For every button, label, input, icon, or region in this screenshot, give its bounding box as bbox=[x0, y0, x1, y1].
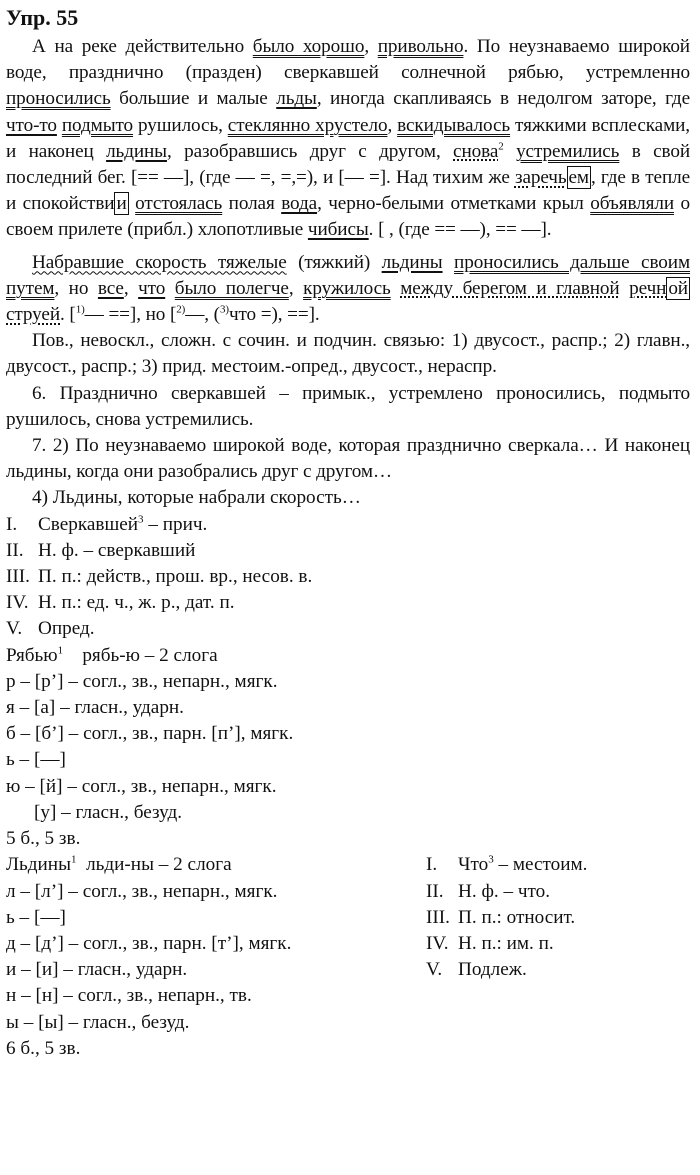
sentence-characteristic: Пов., невоскл., сложн. с сочин. и подчин. связью: 1) двусост., распр.; 2) главн., двусост., распр.; 3) прид. местоим.-опред., двусост., нераспр. bbox=[6, 330, 690, 378]
text-run: о своем прилете (прибл.) хлопотливые bbox=[6, 193, 691, 241]
text-run: рушилось, bbox=[133, 114, 228, 136]
roman-numeral: IV. bbox=[426, 932, 449, 954]
phonetic-text: [у] – гласн., безуд. bbox=[34, 801, 183, 823]
text-run: , иногда скапливаясь в недолгом заторе, где bbox=[316, 88, 690, 110]
phonetic-line bbox=[6, 1010, 426, 1036]
phonetic-text: 5 б., 5 зв. bbox=[6, 828, 81, 850]
footnote-mark: 3) bbox=[219, 303, 229, 316]
phonetic-text: н – [н] – согл., зв., непарн., тв. bbox=[6, 985, 252, 1007]
phonetic-text: л – [л’] – согл., зв., непарн., мягк. bbox=[6, 880, 278, 902]
phonetic-lines-2 bbox=[6, 879, 426, 1062]
morph-line bbox=[6, 512, 690, 538]
text-run: тяжкими всплесками, и наконец bbox=[6, 114, 691, 162]
text-run: . [ , (где == —), == —]. bbox=[368, 219, 552, 241]
phonetic-text: и – [и] – гласн., ударн. bbox=[6, 959, 188, 981]
roman-numeral: I. bbox=[6, 513, 18, 535]
predicate-word: стеклянно хрустело bbox=[227, 114, 388, 136]
phonetic-line bbox=[6, 800, 690, 826]
morph-text: Н. ф. – что. bbox=[458, 880, 551, 902]
text-run: , bbox=[387, 114, 398, 136]
morph-line bbox=[426, 905, 690, 931]
predicate-word: вскидывалось bbox=[397, 114, 511, 136]
text-run bbox=[620, 278, 630, 299]
morph-text: Н. ф. – сверкавший bbox=[38, 539, 196, 561]
text-paragraph-1 bbox=[6, 34, 690, 244]
predicate-word: кружилось bbox=[303, 277, 391, 299]
morph-text: – местоим. bbox=[493, 854, 588, 876]
morph-line bbox=[6, 538, 690, 564]
morph-line bbox=[426, 852, 690, 878]
subject-word: что bbox=[138, 277, 166, 299]
morph-text: – прич. bbox=[143, 513, 208, 535]
phonetic-line bbox=[6, 931, 426, 957]
phonetic-line bbox=[6, 957, 426, 983]
subject-word: все bbox=[97, 277, 124, 299]
morph-text: Опред. bbox=[38, 618, 95, 640]
phonetic-analysis-1 bbox=[6, 669, 690, 852]
roman-numeral: IV. bbox=[6, 592, 29, 614]
task-6-answer: 6. Празднично сверкавшей – примык., устремлено проносились, подмыто рушилось, снова устремились. bbox=[6, 382, 690, 430]
predicate-word: проносились дальше своим путем bbox=[6, 251, 690, 299]
text-run: , bbox=[288, 277, 304, 299]
predicate-word: устремились bbox=[516, 140, 620, 162]
roman-numeral: II. bbox=[6, 539, 24, 561]
adverbial-word: речн bbox=[629, 277, 667, 299]
roman-numeral: II. bbox=[426, 880, 444, 902]
text-run: . [ bbox=[60, 304, 76, 326]
phonetic-line bbox=[6, 826, 690, 852]
morph-line bbox=[6, 590, 690, 616]
morph-text: Что bbox=[458, 854, 489, 876]
adverbial-word: струей bbox=[6, 304, 61, 326]
subject-word: вода bbox=[281, 193, 318, 215]
phonetic-text: д – [д’] – согл., зв., парн. [т’], мягк. bbox=[6, 932, 292, 954]
ending-box: ой bbox=[668, 277, 688, 299]
text-run: что =), ==]. bbox=[228, 304, 320, 326]
morph-line bbox=[426, 879, 690, 905]
text-run: , черно-белыми отметками крыл bbox=[317, 193, 591, 215]
phonetic-text: я – [а] – гласн., ударн. bbox=[6, 697, 184, 719]
phonetic-text: ы – [ы] – гласн., безуд. bbox=[6, 1011, 190, 1033]
morph-text: П. п.: относит. bbox=[458, 906, 576, 928]
phonetic-line bbox=[6, 669, 690, 695]
text-run bbox=[391, 278, 401, 299]
phonetic-text: ю – [й] – согл., зв., непарн., мягк. bbox=[6, 775, 277, 797]
predicate-word: было полегче bbox=[174, 277, 289, 299]
phonetic-text: р – [р’] – согл., зв., непарн., мягк. bbox=[6, 670, 278, 692]
footnote-mark: 1 bbox=[57, 644, 64, 657]
phonetic-line bbox=[6, 747, 690, 773]
phonetic-text: 6 б., 5 зв. bbox=[6, 1037, 81, 1059]
roman-numeral: V. bbox=[6, 618, 23, 640]
morph-text: П. п.: действ., прош. вр., несов. в. bbox=[38, 566, 313, 588]
phonetic-line bbox=[6, 774, 690, 800]
text-run: , bbox=[123, 277, 139, 299]
phonetic-line bbox=[6, 721, 690, 747]
text-run: . По неузнаваемо широкой воде, празднично (празден) сверкавшей солнечной рябью, устремленно bbox=[6, 36, 690, 84]
subject-word: чибисы bbox=[307, 219, 369, 241]
phonetic-head-1 bbox=[6, 643, 690, 669]
morph-text: Сверкавшей bbox=[38, 513, 139, 535]
phonetic-line bbox=[6, 983, 426, 1009]
subject-word: льдины bbox=[381, 251, 443, 273]
phonetic-line bbox=[6, 905, 426, 931]
roman-numeral: V. bbox=[426, 959, 443, 981]
phonetic-head-2 bbox=[6, 852, 426, 878]
text-run: , где в тепле и спокойстви bbox=[6, 167, 691, 215]
text-run: А на реке действительно bbox=[32, 36, 253, 57]
text-run: , разобравшись друг с другом, bbox=[166, 140, 454, 162]
morph-analysis-2 bbox=[426, 852, 690, 1062]
word: Льдины bbox=[6, 854, 71, 876]
subject-word: льды bbox=[276, 88, 317, 110]
morph-analysis-1 bbox=[6, 512, 690, 643]
subject-word: льдины bbox=[106, 140, 167, 162]
predicate-word: подмыто bbox=[61, 114, 134, 136]
footnote-mark: 1 bbox=[70, 853, 77, 866]
roman-numeral: I. bbox=[426, 854, 438, 876]
text-run bbox=[504, 141, 516, 162]
syllable-split: рябь-ю – 2 слога bbox=[82, 644, 218, 666]
adverbial-word: заречь bbox=[514, 167, 567, 189]
morph-line bbox=[426, 957, 690, 983]
adverbial-word: снова bbox=[453, 140, 499, 162]
morph-text: Н. п.: ед. ч., ж. р., дат. п. bbox=[38, 592, 235, 614]
predicate-word: отстоялась bbox=[135, 193, 223, 215]
text-run: , bbox=[364, 36, 378, 57]
text-paragraph-2 bbox=[6, 250, 690, 329]
text-run: —, ( bbox=[185, 304, 220, 326]
text-run: большие и малые bbox=[110, 88, 277, 110]
footnote-mark: 1) bbox=[75, 303, 85, 316]
morph-text: Подлеж. bbox=[458, 959, 527, 981]
footnote-mark: 2) bbox=[176, 303, 186, 316]
text-run bbox=[443, 252, 454, 273]
text-run: — ==], но [ bbox=[84, 304, 177, 326]
morph-line bbox=[6, 564, 690, 590]
morph-text: Н. п.: им. п. bbox=[458, 932, 554, 954]
phonetic-text: ь – [—] bbox=[6, 749, 66, 771]
exercise-title: Упр. 55 bbox=[6, 5, 79, 30]
footnote-mark: 3 bbox=[488, 853, 494, 866]
phonetic-analysis-2 bbox=[6, 852, 426, 1062]
task-7-answer-4: 4) Льдины, которые набрали скорость… bbox=[32, 487, 361, 509]
analysis-columns bbox=[6, 852, 690, 1062]
ending-box: и bbox=[116, 193, 127, 215]
text-run: полая bbox=[222, 193, 282, 215]
text-run: , но bbox=[54, 277, 98, 299]
ending-box: ем bbox=[568, 167, 589, 189]
text-run bbox=[165, 278, 175, 299]
predicate-word: привольно bbox=[377, 36, 464, 57]
phonetic-line bbox=[6, 695, 690, 721]
predicate-word: было хорошо bbox=[252, 36, 365, 57]
word: Рябью bbox=[6, 644, 58, 666]
task-7-answer: 7. 2) По неузнаваемо широкой воде, которая празднично сверкала… И наконец льдины, когда они разобрались друг с другом… bbox=[6, 435, 690, 483]
text-run: в свой последний бег. [== —], (где — =, =,=), и [— =]. Над тихим же bbox=[6, 140, 690, 189]
roman-numeral: III. bbox=[426, 906, 450, 928]
phonetic-text: б – [б’] – согл., зв., парн. [п’], мягк. bbox=[6, 723, 294, 745]
predicate-word: проносились bbox=[6, 88, 111, 110]
text-run: (тяжкий) bbox=[286, 251, 382, 273]
phonetic-line bbox=[6, 1036, 426, 1062]
subject-word: что-то bbox=[6, 114, 57, 136]
syllable-split: льди-ны – 2 слога bbox=[86, 854, 232, 876]
predicate-word: объявляли bbox=[590, 193, 675, 215]
attribute-phrase: Набравшие скорость тяжелые bbox=[32, 251, 287, 273]
adverbial-word: между берегом и главной bbox=[400, 277, 620, 299]
morph-line bbox=[6, 616, 690, 642]
morph-line bbox=[426, 931, 690, 957]
phonetic-line bbox=[6, 879, 426, 905]
footnote-mark: 3 bbox=[138, 513, 144, 526]
phonetic-text: ь – [—] bbox=[6, 906, 66, 928]
footnote-mark: 2 bbox=[498, 140, 504, 153]
roman-numeral: III. bbox=[6, 566, 30, 588]
